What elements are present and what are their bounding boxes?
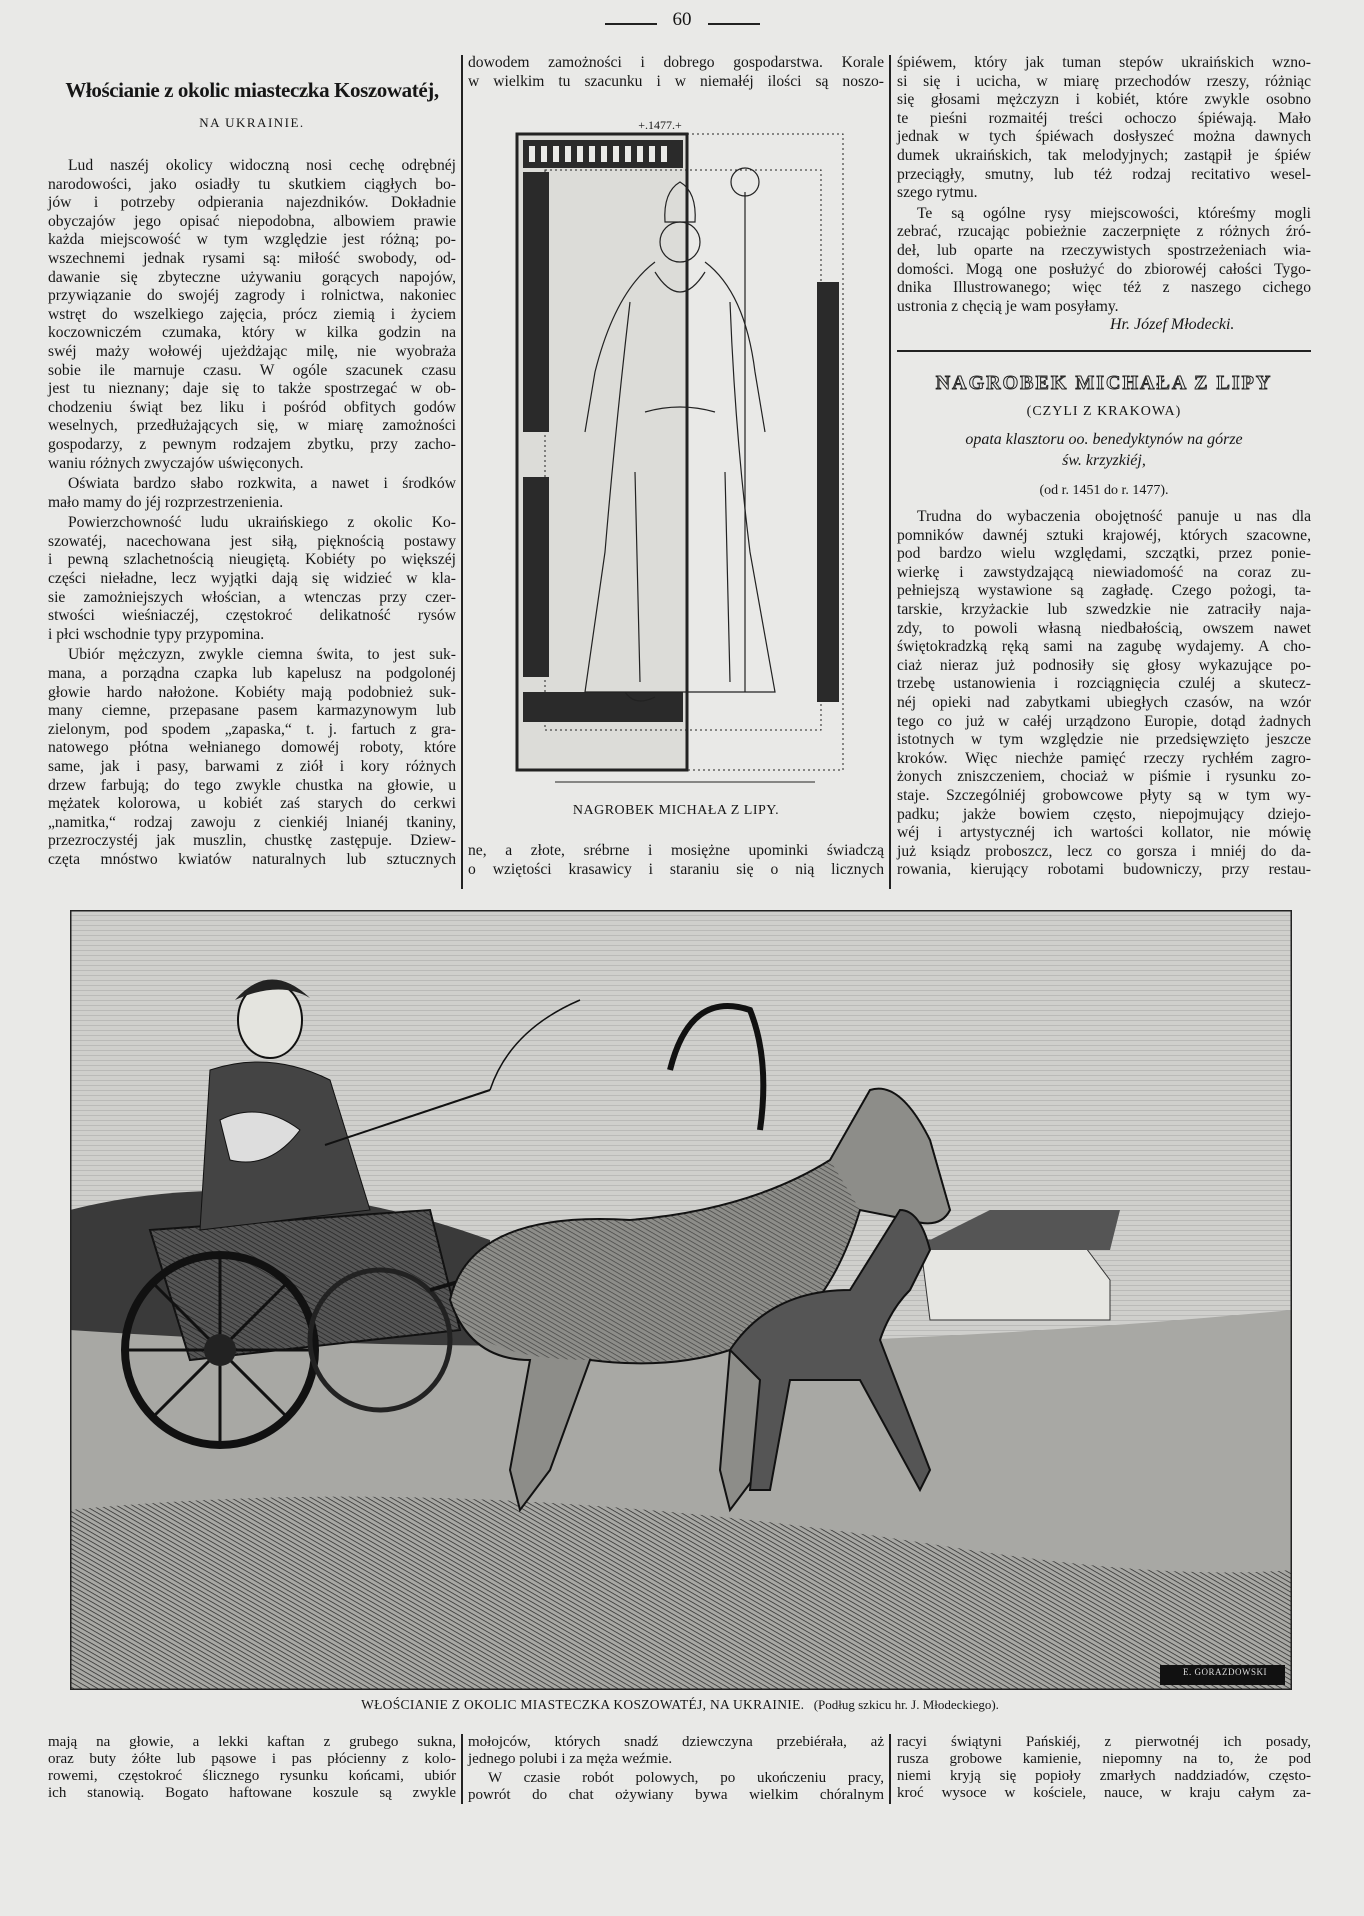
text-line: rowemi, częstokroć ślicznego rysunku końcami, ubiór [48,1768,456,1784]
tomb-illustration [515,132,847,792]
column-rule [889,1734,891,1804]
text-line: ciaż nieraz już podnosiły się głosy wykazujące po- [897,656,1311,674]
section-italic-line: św. krzyzkiéj, [1062,452,1146,469]
text-line: mają na głowie, a lekki kaftan z grubego sukna, [48,1734,456,1750]
text-line: wéj i artystycznéj ich wartości kollator, nie mówię [897,824,1311,842]
paragraph [48,157,456,473]
text-line: W czasie robót polowych, po ukończeniu pracy, [488,1770,884,1786]
article-continuation [468,1734,884,1806]
paragraph [468,1770,884,1804]
text-line: trzebę ustanowienia i rozciągnięcia czuléj a skutecz- [897,675,1311,693]
paragraph [48,646,456,869]
text-line: kroć wysoce w kościele, nauce, w kraju całym za- [897,1785,1311,1801]
text-line: niemi kryją się popioły zmarłych naddziadów, często- [897,1768,1311,1784]
text-line: koczowniczém czumaka, który w kilka godzin na [48,324,456,342]
paragraph [48,475,456,512]
page-number-rule-right [708,23,760,25]
text-line: padku; jakże bowiem często, niepojmujący dziejo- [897,805,1311,823]
section-subheading: (CZYLI Z KRAKOWA) [1026,404,1182,419]
text-line: chodzeniu świąt bez liku i pośród obfitych godów [48,398,456,416]
text-line: części nieładne, lecz wyjątki dają się widzieć w kla- [48,570,456,588]
text-line: przezroczystéj jak muszlin, chustkę zastępuje. Dziew- [48,832,456,850]
text-line: ne, a złote, srébrne i mosiężne upominki świadczą [468,842,884,859]
text-line: sie zamożniejszych włościan, a wtenczas przy czer- [48,588,456,606]
text-line: same, jak i pasy, barwami z ziół i kory różnych [48,758,456,775]
text-line: drzew farbują; do tego zwykle chustka na głowie, u [48,776,456,794]
text-line: powrót do chat ożywiany bywa wielkim chóralnym [468,1787,884,1803]
text-line: tarskie, krzyżackie lub szwedzkie nie zatraciły naja- [897,600,1311,618]
text-line: Powierzchowność ludu ukraińskiego z okolic Ko- [68,514,456,532]
text-line: mołojców, których snadź dziewczyna przebiérała, aż [468,1734,884,1750]
text-line: weselnych, przedłużających się, w miarę zamożności [48,417,456,435]
article-body [897,508,1311,882]
paragraph [468,842,884,879]
article-body [48,157,456,872]
text-line: jednak w tych śpiéwach dosłyszeć można dawnych [897,128,1311,146]
text-line: pomników dawnéj sztuki krajowéj, których szacowne, [897,526,1311,544]
text-line: już ksiądz proboszcz, lecz co gorsza i mniéj do da- [897,842,1311,860]
article-continuation [468,54,884,93]
text-line: i płci wschodnie typy przypomina. [48,625,265,643]
text-line: zebrać, rzucając pobieżnie zaczerpnięte z różnych źró- [897,223,1311,241]
text-line: waniu różnych zwyczajów uświęconych. [48,454,304,472]
text-line: świętokradzką ręką sami na zagubę wydajemy. A cho- [897,638,1311,656]
text-line: żonych zniszczeniem, chociaż w piśmie i rysunku zo- [897,768,1311,786]
article-title: Włościanie z okolic miasteczka Koszowatéj, [65,78,439,102]
text-line: obyczajów jego opisać niepodobna, albowiem prawie [48,212,456,230]
section-dates: (od r. 1451 do r. 1477). [1039,483,1169,498]
text-line: o wziętości krasawicy i staraniu się o nią licznych [468,860,884,878]
text-line: szego rytmu. [897,184,978,202]
author-signature: Hr. Józef Młodecki. [1110,316,1235,333]
text-line: pełniejszą wystawione są zagładę. Czego pożogi, ta- [897,582,1311,600]
text-line: dowodem zamożności i dobrego gospodarstwa. Korale [468,54,884,71]
text-line: kroków. Więc niechże pamięć rzeczy rychłém zagro- [897,749,1311,767]
text-line: narodowości, jako osiadły tu skutkiem ciągłych bo- [48,175,456,193]
text-line: Lud naszéj okolicy widoczną nosi cechę odrębnéj [68,157,456,174]
text-line: swéj maży wołowéj ujeżdżając milę, nie wyobraża [48,342,456,360]
text-line: dnika Illustrowanego; więc téż z naszego cichego [897,279,1311,297]
article-subtitle: NA UKRAINIE. [199,115,305,130]
text-line: rowania, kierujący robotami budowniczy, przy restau- [897,861,1311,879]
text-line: wstręt do wszelkiego zajęcia, prócz ziemią i życiem [48,305,456,323]
tomb-caption: NAGROBEK MICHAŁA Z LIPY. [572,803,780,818]
text-line: staje. Szczególniéj grobowcowe płyty są w tym wy- [897,786,1311,804]
paragraph [897,508,1311,880]
text-line: jest tu nieznany; daje się to także spostrzegać w ob- [48,380,456,398]
text-line: domości. Mogą one posłużyć do zbiorowéj całości Tygo- [897,260,1311,278]
column-rule [461,55,463,889]
text-line: ich stanowią. Bogato haftowane koszule są zwykle [48,1785,456,1801]
text-line: mężatek kolorowa, u kobiét zaś starych do cerkwi [48,795,456,813]
paragraph [48,514,456,644]
text-line: mana, a porządna czapka lub kapelusz na podgolonéj [48,665,456,683]
text-line: przeciągły, smutny, lub téż rodzaj recitativo wesel- [897,165,1311,183]
text-line: sobie ile marnuje czasu. W ogóle szacunek czasu [48,361,456,379]
text-line: Trudna do wybaczenia obojętność panuje u nas dla [917,508,1311,525]
text-line: śpiéwem, który jak tuman stepów ukraińskich wzno- [897,54,1311,71]
section-italic-line: opata klasztoru oo. benedyktynów na górze [965,431,1243,448]
article-continuation [48,1734,456,1804]
text-line: jednego polubi i za męża weźmie. [468,1751,673,1767]
text-line: racyi świątyni Pańskiéj, z pierwotnéj ich posady, [897,1734,1311,1750]
paragraph [468,1734,884,1768]
text-line: zielonym, pod spodem „zapaska,“ t. j. fartuch z gra- [48,720,456,738]
text-line: te pieśni rozmaitéj treści ochoczo śpiéwają. Mało [897,109,1311,127]
column-rule [461,1734,463,1804]
text-line: i pewną szlachetnością nieugiętą. Kobiéty po większéj [48,551,456,569]
text-line: dawanie się zbyteczne używaniu gorących napojów, [48,268,456,286]
text-line: stwości wieśniaczéj, częstokroć delikatność rysów [48,607,456,625]
text-line: pod bardzo wielu względami, szczątki, przez ponie- [897,545,1311,563]
text-line: „namitka,“ rodzaj zawoju z cienkiéj lnianéj tkaniny, [48,813,456,831]
column-rule [889,55,891,889]
engraving-caption [48,1697,1312,1713]
text-line: Oświata bardzo słabo rozkwita, a nawet i środków [68,475,456,493]
text-line: szowatéj, nacechowana jest siłą, pięknością postawy [48,532,456,550]
article-continuation [897,1734,1311,1804]
text-line: rusza grobowe kamienie, niepomny na to, że pod [897,1751,1311,1767]
text-line: natowego płótna wełnianego domowéj roboty, które [48,739,456,757]
text-line: ustronia z chęcią je wam posyłamy. [897,297,1119,315]
text-line: przywiązanie do swojéj zagrody i rolnictwa, nakoniec [48,287,456,305]
text-line: néj opieki nad zabytkami ubiegłych czasów, na wzór [897,693,1311,711]
text-line: deł, lub oparte na rzeczywistych spostrzeżeniach wia- [897,241,1311,259]
text-line: jów i potrzeby odpierania najezdników. Dokładnie [48,194,456,212]
page-number: 60 [672,9,692,30]
peasant-cart-engraving [70,910,1292,1690]
engraving-credit: (Podług szkicu hr. J. Młodeckiego). [813,1697,999,1712]
article-body [897,54,1311,318]
paragraph [468,54,884,91]
text-line: wierkę i zawstydzającą niewiadomość na coraz zu- [897,563,1311,581]
text-line: wszechnemi jednak rysami są: miłość swobody, od- [48,249,456,267]
text-line: istotnych w tym względzie nie przedsięwzięto jeszcze [897,731,1311,749]
paragraph [897,205,1311,317]
text-line: w wielkim tu szacunku i w niemałéj ilości są noszo- [468,72,884,90]
text-line: si się i ucicha, w miarę przechodów rzeszy, różniąc [897,72,1311,90]
section-divider [897,350,1311,352]
text-line: się głosami mężczyzn i kobiét, które zwykle osobno [897,91,1311,109]
tomb-date: +.1477.+ [638,118,682,132]
paragraph [897,1734,1311,1802]
text-line: dumek ukraińskich, tak melodyjnych; zastąpił je śpiéw [897,146,1311,164]
text-line: gospodarzy, z pewnym rodzajem zbytku, przy zacho- [48,435,456,453]
artist-signature: E. GORAZDOWSKI [1183,1667,1267,1677]
paragraph [48,1734,456,1802]
article-continuation [468,842,884,881]
text-line: Ubiór mężczyzn, zwykle ciemna świta, to jest suk- [68,646,456,664]
text-line: tego co już w całéj urządzono Europie, dotąd żadnych [897,712,1311,730]
text-line: częta mnóstwo kwiatów naturalnych lub sztucznych [48,850,456,868]
text-line: Te są ogólne rysy miejscowości, któreśmy mogli [917,204,1311,222]
paragraph [897,54,1311,203]
text-line: każda miejscowość w tym względzie jest różną; po- [48,231,456,249]
page-number-rule-left [605,23,657,25]
engraving-caption-title: WŁOŚCIANIE Z OKOLIC MIASTECZKA KOSZOWATÉJ, NA UKRAINIE. [361,1697,805,1712]
text-line: głowie hardo nałożone. Kobiéty mają podobnież suk- [48,683,456,701]
text-line: many ciemne, przepasane pasem karmazynowym lub [48,702,456,720]
section-heading: NAGROBEK MICHAŁA Z LIPY [935,372,1273,394]
text-line: zdy, to powoli własną niedbałością, owszem nawet [897,619,1311,637]
text-line: mało mamy do jéj rozprzestrzenienia. [48,493,284,511]
text-line: oraz buty żółte lub pąsowe i pas płócienny z kolo- [48,1751,456,1767]
